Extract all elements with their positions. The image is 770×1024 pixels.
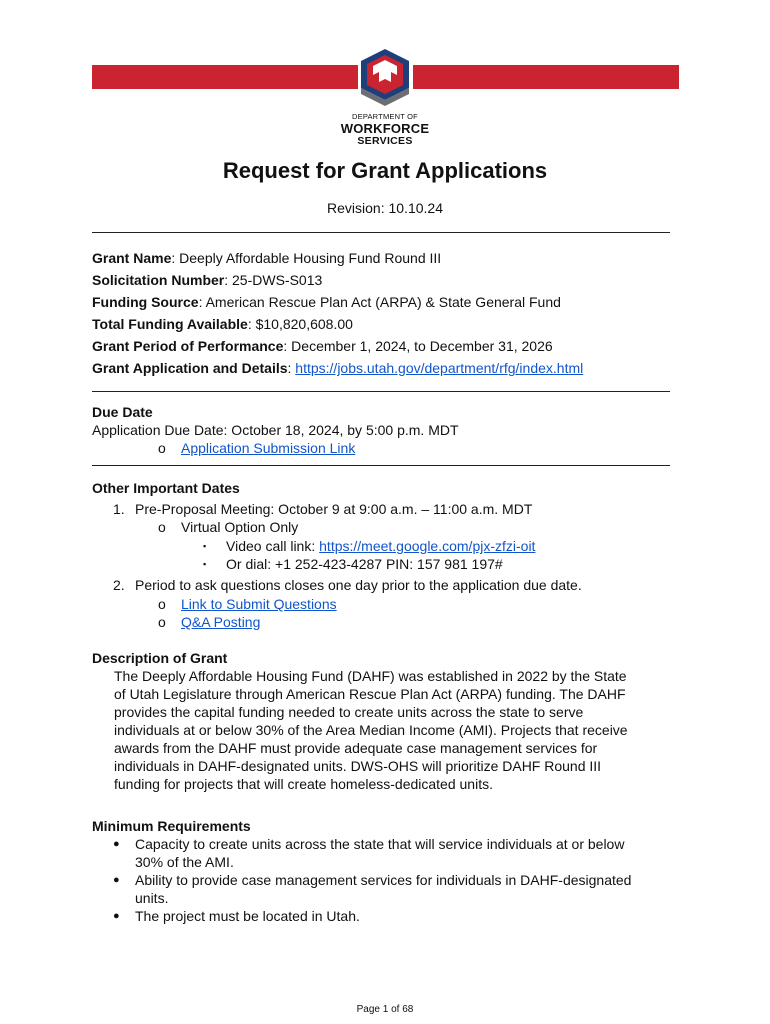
- funding-source-line: [92, 293, 561, 311]
- list-number: 1.: [113, 501, 125, 517]
- requirement-2-line-2: units.: [135, 890, 169, 906]
- paragraph-line: funding for projects that will create homeless-dedicated units.: [114, 776, 493, 792]
- total-funding-label: Total Funding Available: [92, 316, 248, 332]
- divider: [92, 232, 670, 233]
- paragraph-line: individuals at or below 30% of the Area Median Income (AMI). Projects that receive: [114, 722, 628, 738]
- requirement-1-line-2: 30% of the AMI.: [135, 854, 234, 870]
- video-call-label: Video call link:: [226, 538, 320, 554]
- application-submission-link[interactable]: Application Submission Link: [181, 440, 356, 456]
- solicitation-line: [92, 271, 322, 289]
- paragraph-line: provides the capital funding needed to create units across the state to serve: [114, 704, 584, 720]
- paragraph-line: individuals in DAHF-designated units. DWS-OHS will prioritize DAHF Round III: [114, 758, 602, 774]
- list-number: 2.: [113, 577, 125, 593]
- square-bullet-icon: ▪: [203, 559, 207, 569]
- paragraph-line: awards from the DAHF must provide adequate case management services for: [114, 740, 598, 756]
- bullet-marker: o: [158, 519, 166, 535]
- due-date-heading: Due Date: [92, 404, 153, 420]
- grant-name-label: Grant Name: [92, 250, 172, 266]
- video-call-link[interactable]: https://meet.google.com/pjx-zfzi-oit: [319, 538, 536, 554]
- page-title: Request for Grant Applications: [222, 158, 548, 183]
- paragraph-line: The Deeply Affordable Housing Fund (DAHF) was established in 2022 by the State: [114, 668, 627, 684]
- grant-name-value: : Deeply Affordable Housing Fund Round III: [171, 250, 442, 266]
- dws-logo-icon: [350, 44, 420, 108]
- revision-text: Revision: 10.10.24: [327, 200, 443, 216]
- details-separator: :: [287, 360, 296, 376]
- total-funding-line: [92, 315, 353, 333]
- round-bullet-icon: ●: [113, 910, 120, 922]
- qa-posting-link[interactable]: Q&A Posting: [181, 614, 261, 630]
- paragraph-line: of Utah Legislature through American Rescue Plan Act (ARPA) funding. The DAHF: [114, 686, 626, 702]
- funding-source-value: : American Rescue Plan Act (ARPA) & State General Fund: [198, 294, 561, 310]
- period-label: Grant Period of Performance: [92, 338, 284, 354]
- total-funding-value: : $10,820,608.00: [247, 316, 353, 332]
- page-number: Page 1 of 68: [356, 1004, 414, 1015]
- round-bullet-icon: ●: [113, 838, 120, 850]
- divider: [92, 465, 670, 466]
- other-dates-heading: Other Important Dates: [92, 480, 240, 496]
- bullet-marker: o: [158, 614, 166, 630]
- submit-questions-link[interactable]: Link to Submit Questions: [181, 596, 337, 612]
- grant-name-line: [92, 249, 441, 267]
- description-heading: Description of Grant: [92, 650, 228, 666]
- funding-source-label: Funding Source: [92, 294, 199, 310]
- video-call-line: [226, 537, 535, 555]
- bullet-marker: o: [158, 596, 166, 612]
- requirements-heading: Minimum Requirements: [92, 818, 251, 834]
- solicitation-value: : 25-DWS-S013: [224, 272, 323, 288]
- description-paragraph: [114, 667, 679, 793]
- pre-proposal-text: Pre-Proposal Meeting: October 9 at 9:00 a.m. – 11:00 a.m. MDT: [135, 501, 533, 517]
- details-link[interactable]: https://jobs.utah.gov/department/rfg/index.html: [295, 360, 584, 376]
- requirement-2-line-1: Ability to provide case management services for individuals in DAHF-designated: [135, 872, 632, 888]
- period-line: [92, 337, 553, 355]
- logo-workforce-text: WORKFORCE: [340, 121, 430, 136]
- questions-period-text: Period to ask questions closes one day prior to the application due date.: [135, 577, 582, 593]
- details-line: [92, 359, 583, 377]
- due-date-text: Application Due Date: October 18, 2024, by 5:00 p.m. MDT: [92, 422, 459, 438]
- divider: [92, 391, 670, 392]
- bullet-marker: o: [158, 440, 166, 456]
- requirement-3: The project must be located in Utah.: [135, 908, 360, 924]
- dial-in-text: Or dial: +1 252-423-4287 PIN: 157 981 197#: [226, 556, 503, 572]
- square-bullet-icon: ▪: [203, 541, 207, 551]
- header-banner-left: [92, 65, 358, 89]
- logo-department-text: DEPARTMENT OF: [352, 112, 418, 121]
- solicitation-label: Solicitation Number: [92, 272, 225, 288]
- logo-services-text: SERVICES: [357, 135, 413, 147]
- details-label: Grant Application and Details: [92, 360, 288, 376]
- round-bullet-icon: ●: [113, 874, 120, 886]
- virtual-option-text: Virtual Option Only: [181, 519, 299, 535]
- requirement-1-line-1: Capacity to create units across the state that will service individuals at or below: [135, 836, 625, 852]
- header-banner-right: [413, 65, 679, 89]
- period-value: : December 1, 2024, to December 31, 2026: [283, 338, 553, 354]
